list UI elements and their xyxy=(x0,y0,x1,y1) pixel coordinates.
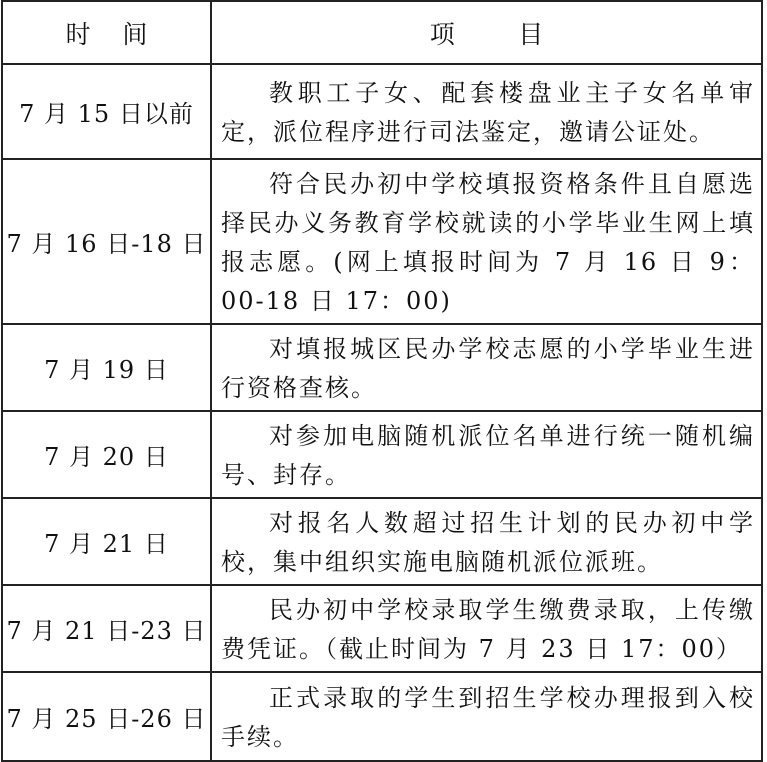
table-row xyxy=(2,498,762,585)
header-item-label: 项 目 xyxy=(429,19,544,49)
table-row xyxy=(2,159,762,324)
item-cell: 符合民办初中学校填报资格条件且自愿选择民办义务教育学校就读的小学毕业生网上填报志愿。(网上填报时间为 7 月 16 日 9：00-18 日 17：00) xyxy=(211,159,762,324)
time-cell: 7 月 16 日-18 日 xyxy=(2,159,211,324)
item-cell: 对填报城区民办学校志愿的小学毕业生进行资格查核。 xyxy=(211,324,762,411)
schedule-table xyxy=(1,0,763,762)
time-cell: 7 月 21 日-23 日 xyxy=(2,585,211,672)
item-cell: 对参加电脑随机派位名单进行统一随机编号、封存。 xyxy=(211,411,762,498)
item-cell: 正式录取的学生到招生学校办理报到入校手续。 xyxy=(211,672,762,761)
time-cell: 7 月 25 日-26 日 xyxy=(2,672,211,761)
header-item xyxy=(211,1,762,64)
table-row xyxy=(2,585,762,672)
header-row xyxy=(2,1,762,64)
table-row xyxy=(2,324,762,411)
item-cell: 民办初中学校录取学生缴费录取，上传缴费凭证。（截止时间为 7 月 23 日 17：00） xyxy=(211,585,762,672)
item-cell: 对报名人数超过招生计划的民办初中学校，集中组织实施电脑随机派位派班。 xyxy=(211,498,762,585)
header-time-label: 时 间 xyxy=(65,19,148,49)
item-cell: 教职工子女、配套楼盘业主子女名单审定，派位程序进行司法鉴定，邀请公证处。 xyxy=(211,64,762,159)
header-time xyxy=(2,1,211,64)
table-row xyxy=(2,411,762,498)
time-cell: 7 月 20 日 xyxy=(2,411,211,498)
table-row xyxy=(2,672,762,761)
time-cell: 7 月 19 日 xyxy=(2,324,211,411)
table-row xyxy=(2,64,762,159)
time-cell: 7 月 15 日以前 xyxy=(2,64,211,159)
time-cell: 7 月 21 日 xyxy=(2,498,211,585)
